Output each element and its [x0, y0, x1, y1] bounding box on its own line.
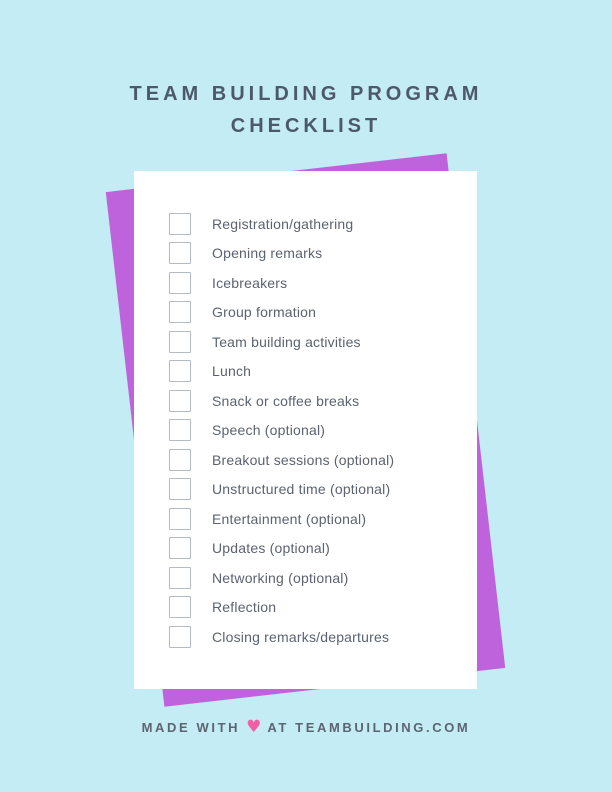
checklist-item-label: Opening remarks	[212, 245, 323, 262]
page-title	[0, 78, 612, 142]
checklist-item-label: Lunch	[212, 363, 252, 380]
checklist	[169, 209, 467, 652]
checklist-row	[169, 209, 467, 239]
checklist-item-label: Networking (optional)	[212, 569, 349, 586]
checklist-row	[169, 563, 467, 593]
heart-icon: ♥	[246, 716, 262, 737]
footer-site-text: AT TEAMBUILDING.COM	[267, 720, 471, 735]
checklist-row	[169, 593, 467, 623]
checklist-item-label: Updates (optional)	[212, 540, 330, 557]
page-title-line-1: TEAM BUILDING PROGRAM	[129, 83, 483, 105]
checklist-item-label: Group formation	[212, 304, 317, 321]
checklist-row	[169, 504, 467, 534]
checkbox[interactable]	[169, 213, 191, 235]
checklist-row	[169, 416, 467, 446]
checkbox[interactable]	[169, 537, 191, 559]
checkbox[interactable]	[169, 331, 191, 353]
checkbox[interactable]	[169, 567, 191, 589]
checklist-card	[134, 171, 477, 689]
checkbox[interactable]	[169, 478, 191, 500]
checklist-row	[169, 357, 467, 387]
checkbox[interactable]	[169, 626, 191, 648]
checkbox[interactable]	[169, 449, 191, 471]
checkbox[interactable]	[169, 301, 191, 323]
checklist-row	[169, 268, 467, 298]
checkbox[interactable]	[169, 390, 191, 412]
checklist-item-label: Icebreakers	[212, 274, 288, 291]
checklist-item-label: Reflection	[212, 599, 277, 616]
checklist-item-label: Speech (optional)	[212, 422, 326, 439]
checklist-item-label: Registration/gathering	[212, 215, 354, 232]
checklist-row	[169, 239, 467, 269]
checklist-item-label: Entertainment (optional)	[212, 510, 367, 527]
checklist-item-label: Team building activities	[212, 333, 361, 350]
checklist-item-label: Snack or coffee breaks	[212, 392, 360, 409]
checkbox[interactable]	[169, 508, 191, 530]
checklist-item-label: Breakout sessions (optional)	[212, 451, 395, 468]
checklist-row	[169, 327, 467, 357]
checkbox[interactable]	[169, 360, 191, 382]
checklist-row	[169, 445, 467, 475]
footer-made-with-text: MADE WITH	[141, 720, 241, 735]
checklist-row	[169, 622, 467, 652]
checklist-item-label: Closing remarks/departures	[212, 628, 390, 645]
checklist-row	[169, 298, 467, 328]
checklist-row	[169, 386, 467, 416]
page-title-line-2: CHECKLIST	[230, 115, 382, 137]
footer	[0, 716, 612, 737]
checklist-row	[169, 534, 467, 564]
checkbox[interactable]	[169, 272, 191, 294]
checklist-row	[169, 475, 467, 505]
checkbox[interactable]	[169, 419, 191, 441]
checkbox[interactable]	[169, 596, 191, 618]
checklist-item-label: Unstructured time (optional)	[212, 481, 391, 498]
checkbox[interactable]	[169, 242, 191, 264]
